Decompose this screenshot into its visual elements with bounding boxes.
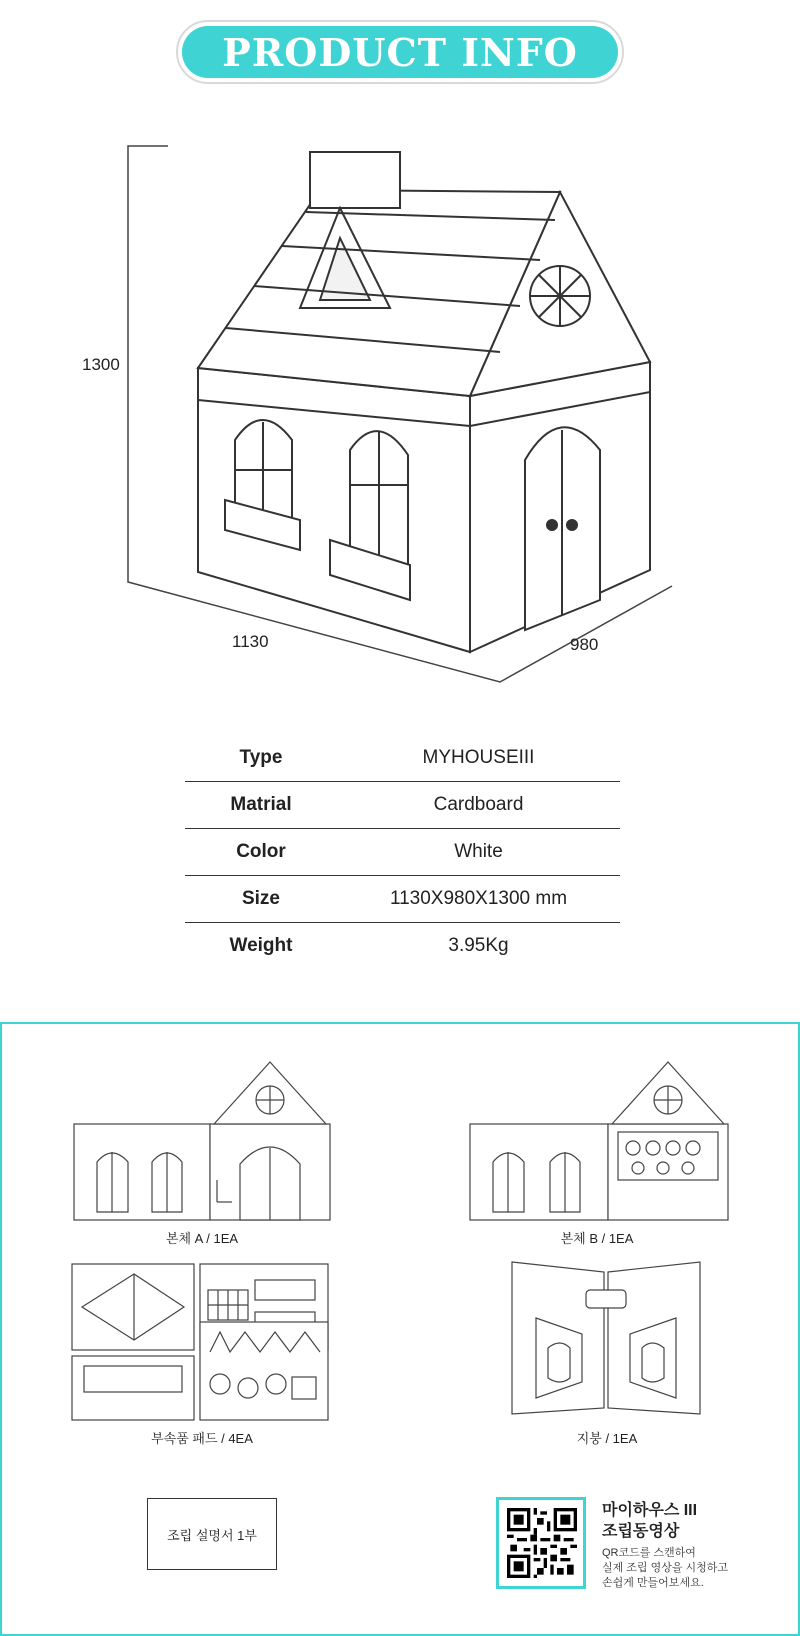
spec-label: Weight — [185, 923, 337, 970]
accessory-pad-drawing — [70, 1262, 332, 1422]
body-b-label: 본체 B / 1EA — [560, 1231, 634, 1246]
spec-label: Size — [185, 876, 337, 923]
table-row — [185, 923, 620, 970]
spec-value: 1130X980X1300 mm — [337, 876, 620, 923]
table-row — [185, 829, 620, 876]
height-dimension: 1300 — [82, 355, 120, 374]
spec-value: Cardboard — [337, 782, 620, 829]
qr-title — [602, 1500, 697, 1542]
house-drawing — [0, 100, 800, 720]
spec-value: White — [337, 829, 620, 876]
spec-value: MYHOUSEIII — [422, 747, 535, 768]
qr-title-line1: 마이하우스 III — [602, 1502, 698, 1519]
product-info-banner — [176, 20, 624, 84]
qr-title-line2: 조립동영상 — [602, 1523, 680, 1540]
table-row — [185, 782, 620, 829]
spec-value: 3.95Kg — [337, 923, 620, 970]
manual-label: 조립 설명서 1부 — [167, 1527, 257, 1543]
banner-title: PRODUCT INFO — [182, 26, 618, 78]
qr-desc-line2: 실제 조립 영상을 시청하고 — [602, 1562, 729, 1574]
roof-label: 지붕 / 1EA — [576, 1431, 638, 1446]
table-row — [185, 876, 620, 923]
spec-label: Matrial — [185, 782, 337, 829]
roof-drawing — [508, 1258, 704, 1418]
qr-desc-line3: 손쉽게 만들어보세요. — [602, 1577, 704, 1589]
width-dimension: 1130 — [232, 632, 269, 651]
qr-frame[interactable] — [496, 1497, 586, 1589]
accessory-pad-label: 부속품 패드 / 4EA — [151, 1431, 253, 1446]
spec-table — [185, 735, 620, 969]
qr-description — [602, 1546, 728, 1591]
qr-code-icon — [507, 1508, 577, 1578]
body-a-label: 본체 A / 1EA — [165, 1231, 239, 1246]
manual-box — [147, 1498, 277, 1570]
table-row — [185, 735, 620, 782]
house-illustration — [0, 100, 800, 720]
spec-label: Color — [185, 829, 337, 876]
body-b-drawing — [468, 1052, 730, 1222]
qr-desc-line1: QR코드를 스캔하여 — [602, 1547, 696, 1559]
depth-dimension: 980 — [570, 635, 599, 654]
body-a-drawing — [72, 1052, 332, 1222]
spec-label: Type — [239, 747, 283, 768]
